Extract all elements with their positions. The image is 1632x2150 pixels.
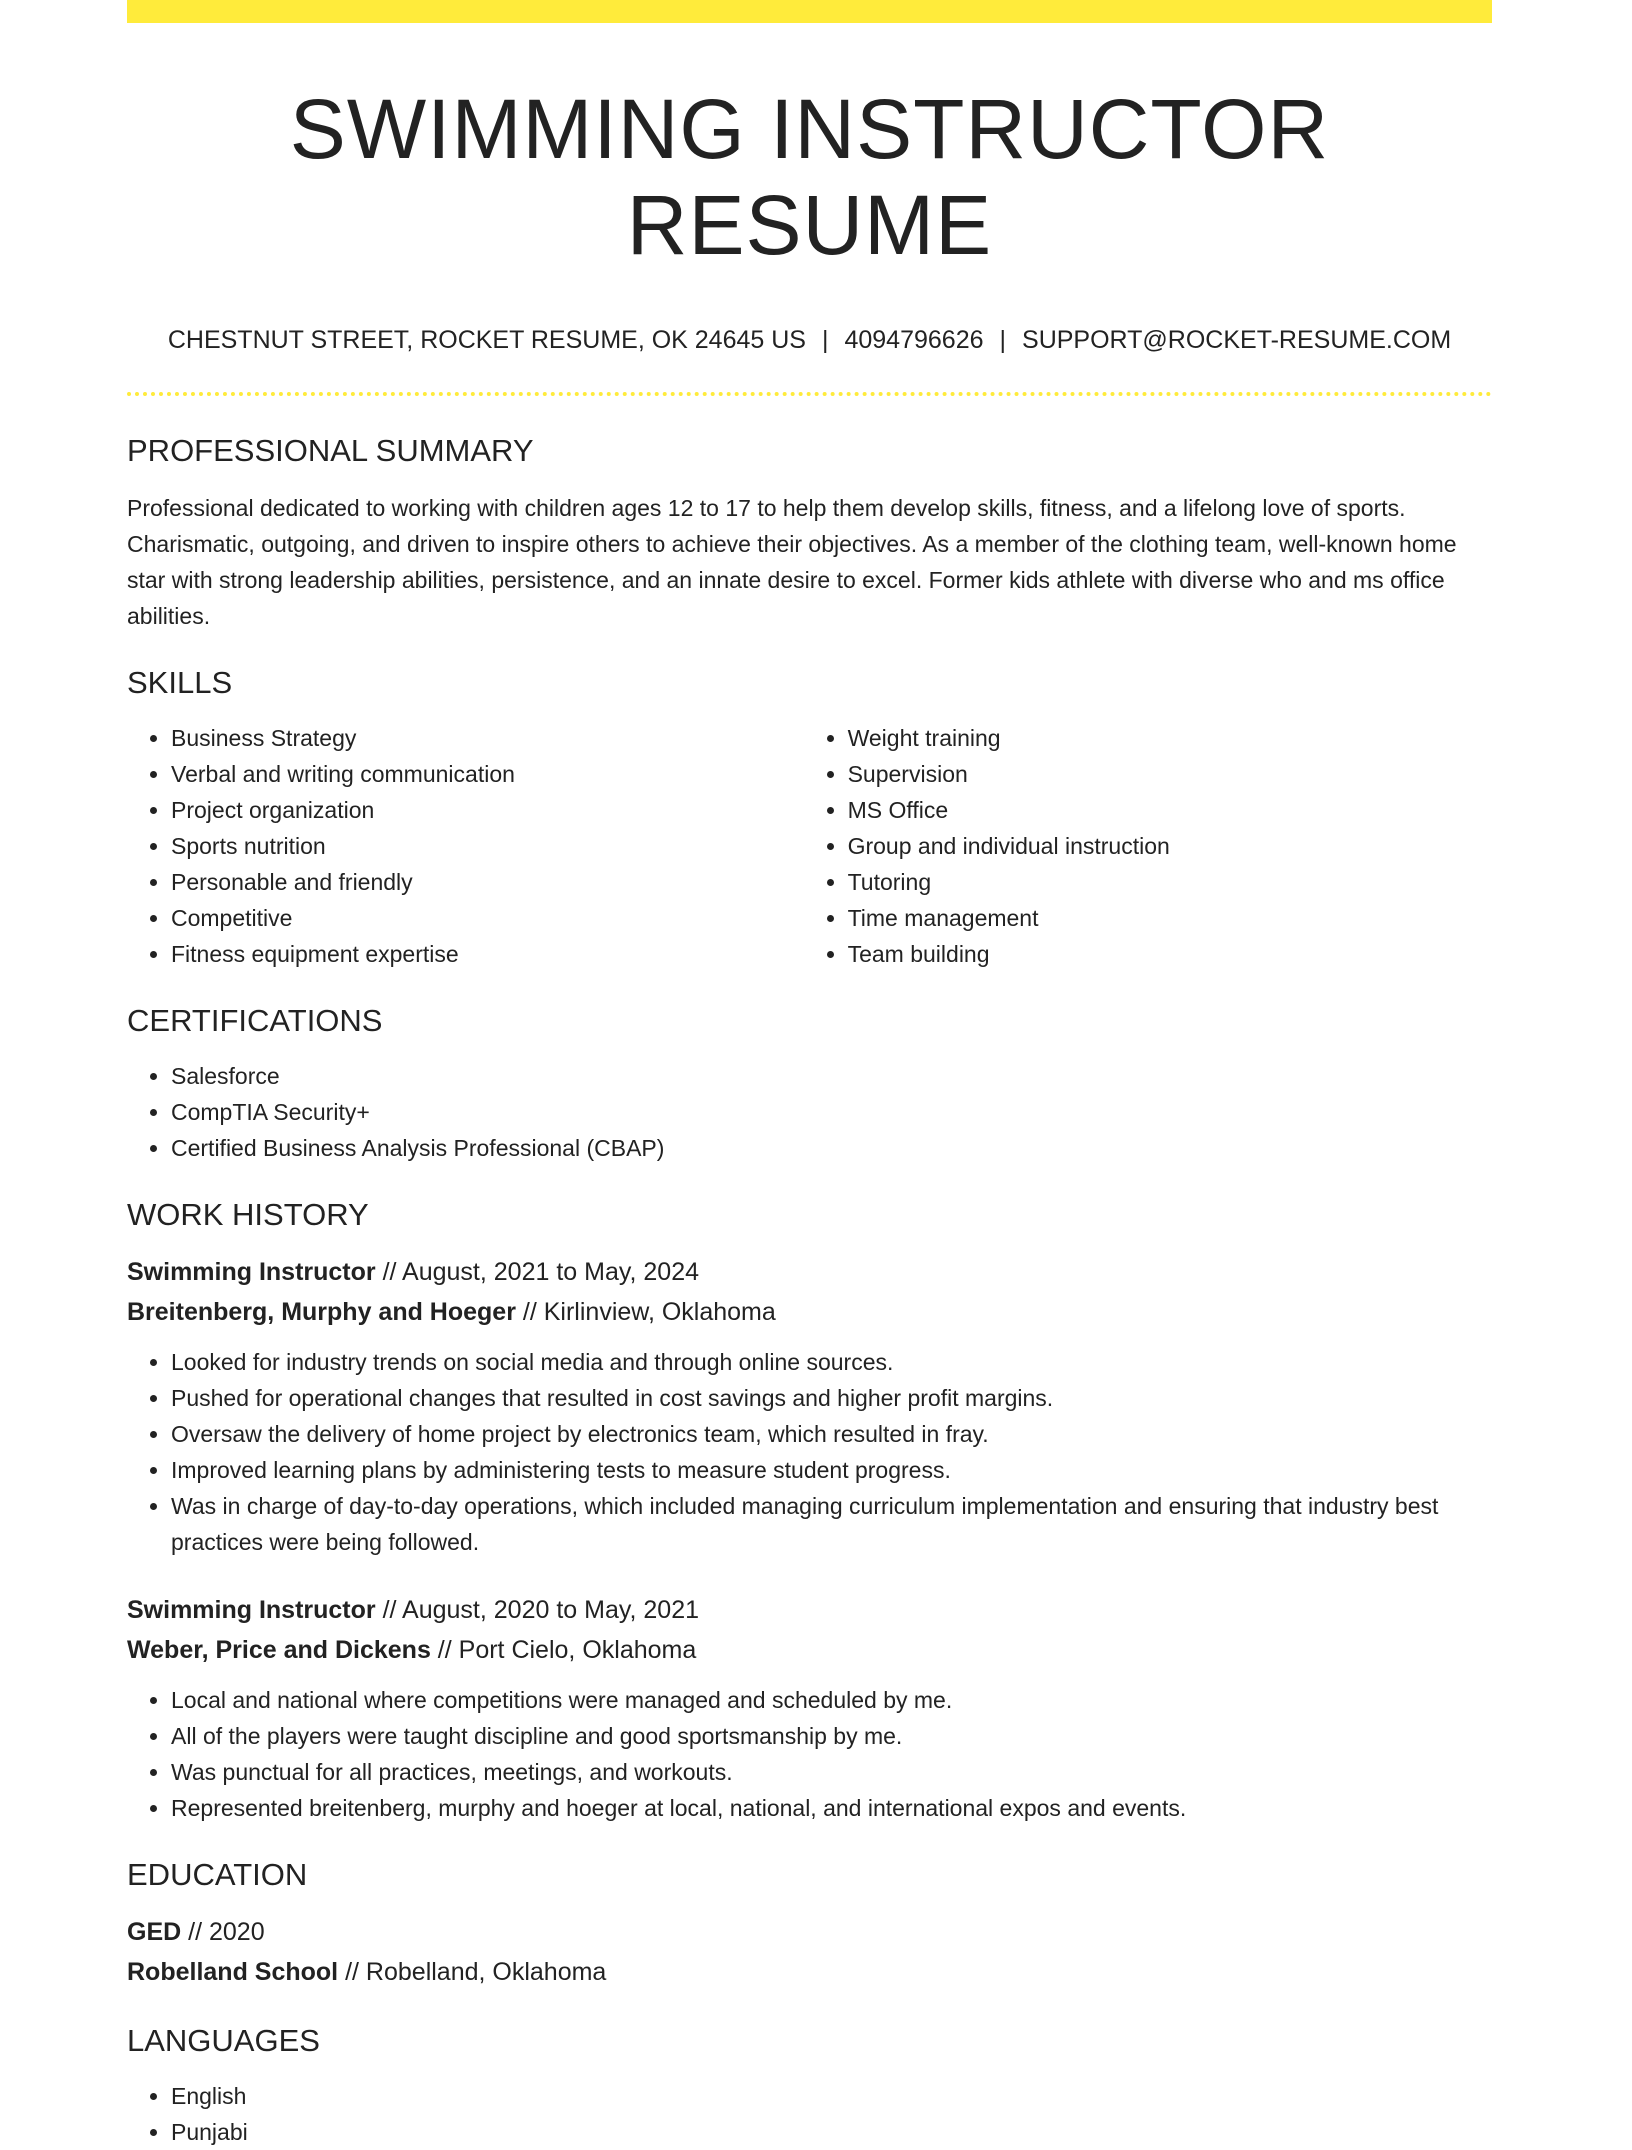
job-company: Weber, Price and Dickens [127,1636,431,1664]
skills-list-left [127,720,804,972]
job-bullet: • Was punctual for all practices, meetings, and workouts. [171,1754,1492,1790]
contact-phone: 4094796626 [844,326,984,354]
language-item: • Punjabi [171,2114,1492,2150]
contact-line [127,325,1492,355]
contact-separator: | [821,326,829,354]
job-bullet: • Pushed for operational changes that resulted in cost savings and higher profit margins. [171,1380,1492,1416]
divider: // [181,1918,209,1946]
certification-item: • Salesforce [171,1058,1492,1094]
language-item: • English [171,2078,1492,2114]
contact-separator: | [999,326,1007,354]
skill-item: • Business Strategy [171,720,804,756]
skill-item: • Supervision [848,756,1492,792]
divider: // [375,1258,403,1286]
job-bullet: • Improved learning plans by administering tests to measure student progress. [171,1452,1492,1488]
job-company-line [127,1630,1492,1670]
job-bullet: • Oversaw the delivery of home project by electronics team, which resulted in fray. [171,1416,1492,1452]
skills-columns [127,702,1492,972]
divider: // [375,1596,403,1624]
job-bullet: • All of the players were taught discipline and good sportsmanship by me. [171,1718,1492,1754]
certifications-list [127,1058,1492,1166]
accent-top-bar [127,0,1492,23]
job-entry [127,1590,1492,1826]
education-degree-line [127,1912,1492,1952]
job-company-line [127,1292,1492,1332]
skills-section [127,664,1492,972]
job-dates: August, 2021 to May, 2024 [402,1258,700,1286]
section-heading-certifications: CERTIFICATIONS [127,1003,383,1038]
skill-item: • Fitness equipment expertise [171,936,804,972]
divider: // [338,1958,366,1986]
job-company: Breitenberg, Murphy and Hoeger [127,1298,516,1326]
job-bullets [127,1682,1492,1826]
languages-list [127,2078,1492,2150]
job-role: Swimming Instructor [127,1596,376,1624]
skill-item: • Verbal and writing communication [171,756,804,792]
job-bullet: • Local and national where competitions were managed and scheduled by me. [171,1682,1492,1718]
job-role: Swimming Instructor [127,1258,376,1286]
skill-item: • Group and individual instruction [848,828,1492,864]
job-bullet: • Represented breitenberg, murphy and hoeger at local, national, and international expos and events. [171,1790,1492,1826]
job-location: Port Cielo, Oklahoma [458,1636,697,1664]
education-school: Robelland School [127,1958,339,1986]
job-bullets [127,1344,1492,1560]
job-bullet: • Looked for industry trends on social media and through online sources. [171,1344,1492,1380]
divider: // [515,1298,544,1326]
section-heading-skills: SKILLS [127,665,233,700]
skill-item: • Competitive [171,900,804,936]
contact-email: SUPPORT@ROCKET-RESUME.COM [1022,326,1452,354]
job-entry [127,1252,1492,1560]
summary-text: Professional dedicated to working with children ages 12 to 17 to help them develop skills, fitness, and a lifelong love of sports. Charismatic, outgoing, and driven to inspire others to achieve their objectives. As a member of the clothing team, well-known home star with strong leadership abilities, persistence, and an innate desire to excel. Former kids athlete with diverse who and ms office abilities. [127,495,1457,629]
education-school-line [127,1952,1492,1992]
work-history-section [127,1196,1492,1826]
section-heading-education: EDUCATION [127,1857,308,1892]
skill-item: • Sports nutrition [171,828,804,864]
certifications-section [127,1002,1492,1166]
skill-item: • Personable and friendly [171,864,804,900]
divider: // [430,1636,459,1664]
section-heading-languages: LANGUAGES [127,2023,320,2058]
section-heading-summary: PROFESSIONAL SUMMARY [127,433,534,468]
resume-title: SWIMMING INSTRUCTOR RESUME [289,82,1330,272]
skill-item: • Project organization [171,792,804,828]
skill-item: • Weight training [848,720,1492,756]
skill-item: • Time management [848,900,1492,936]
skill-item: • MS Office [848,792,1492,828]
certification-item: • Certified Business Analysis Professional (CBAP) [171,1130,1492,1166]
contact-address: CHESTNUT STREET, ROCKET RESUME, OK 24645 US [167,326,806,354]
summary-section [127,432,1492,634]
education-location: Robelland, Oklahoma [365,1958,607,1986]
education-degree: GED [127,1918,182,1946]
education-section [127,1856,1492,1992]
section-heading-work-history: WORK HISTORY [127,1197,369,1232]
certification-item: • CompTIA Security+ [171,1094,1492,1130]
job-bullet: • Was in charge of day-to-day operations, which included managing curriculum implementation and ensuring that industry best practices were being followed. [171,1488,1492,1560]
dotted-divider [127,392,1492,396]
job-title-line [127,1252,1492,1292]
job-dates: August, 2020 to May, 2021 [402,1596,700,1624]
skills-list-right [804,720,1492,972]
skill-item: • Tutoring [848,864,1492,900]
resume-page [127,0,1492,2150]
education-entry [127,1912,1492,1992]
languages-section [127,2022,1492,2150]
job-title-line [127,1590,1492,1630]
job-location: Kirlinview, Oklahoma [543,1298,776,1326]
skill-item: • Team building [848,936,1492,972]
education-year: 2020 [208,1918,265,1946]
